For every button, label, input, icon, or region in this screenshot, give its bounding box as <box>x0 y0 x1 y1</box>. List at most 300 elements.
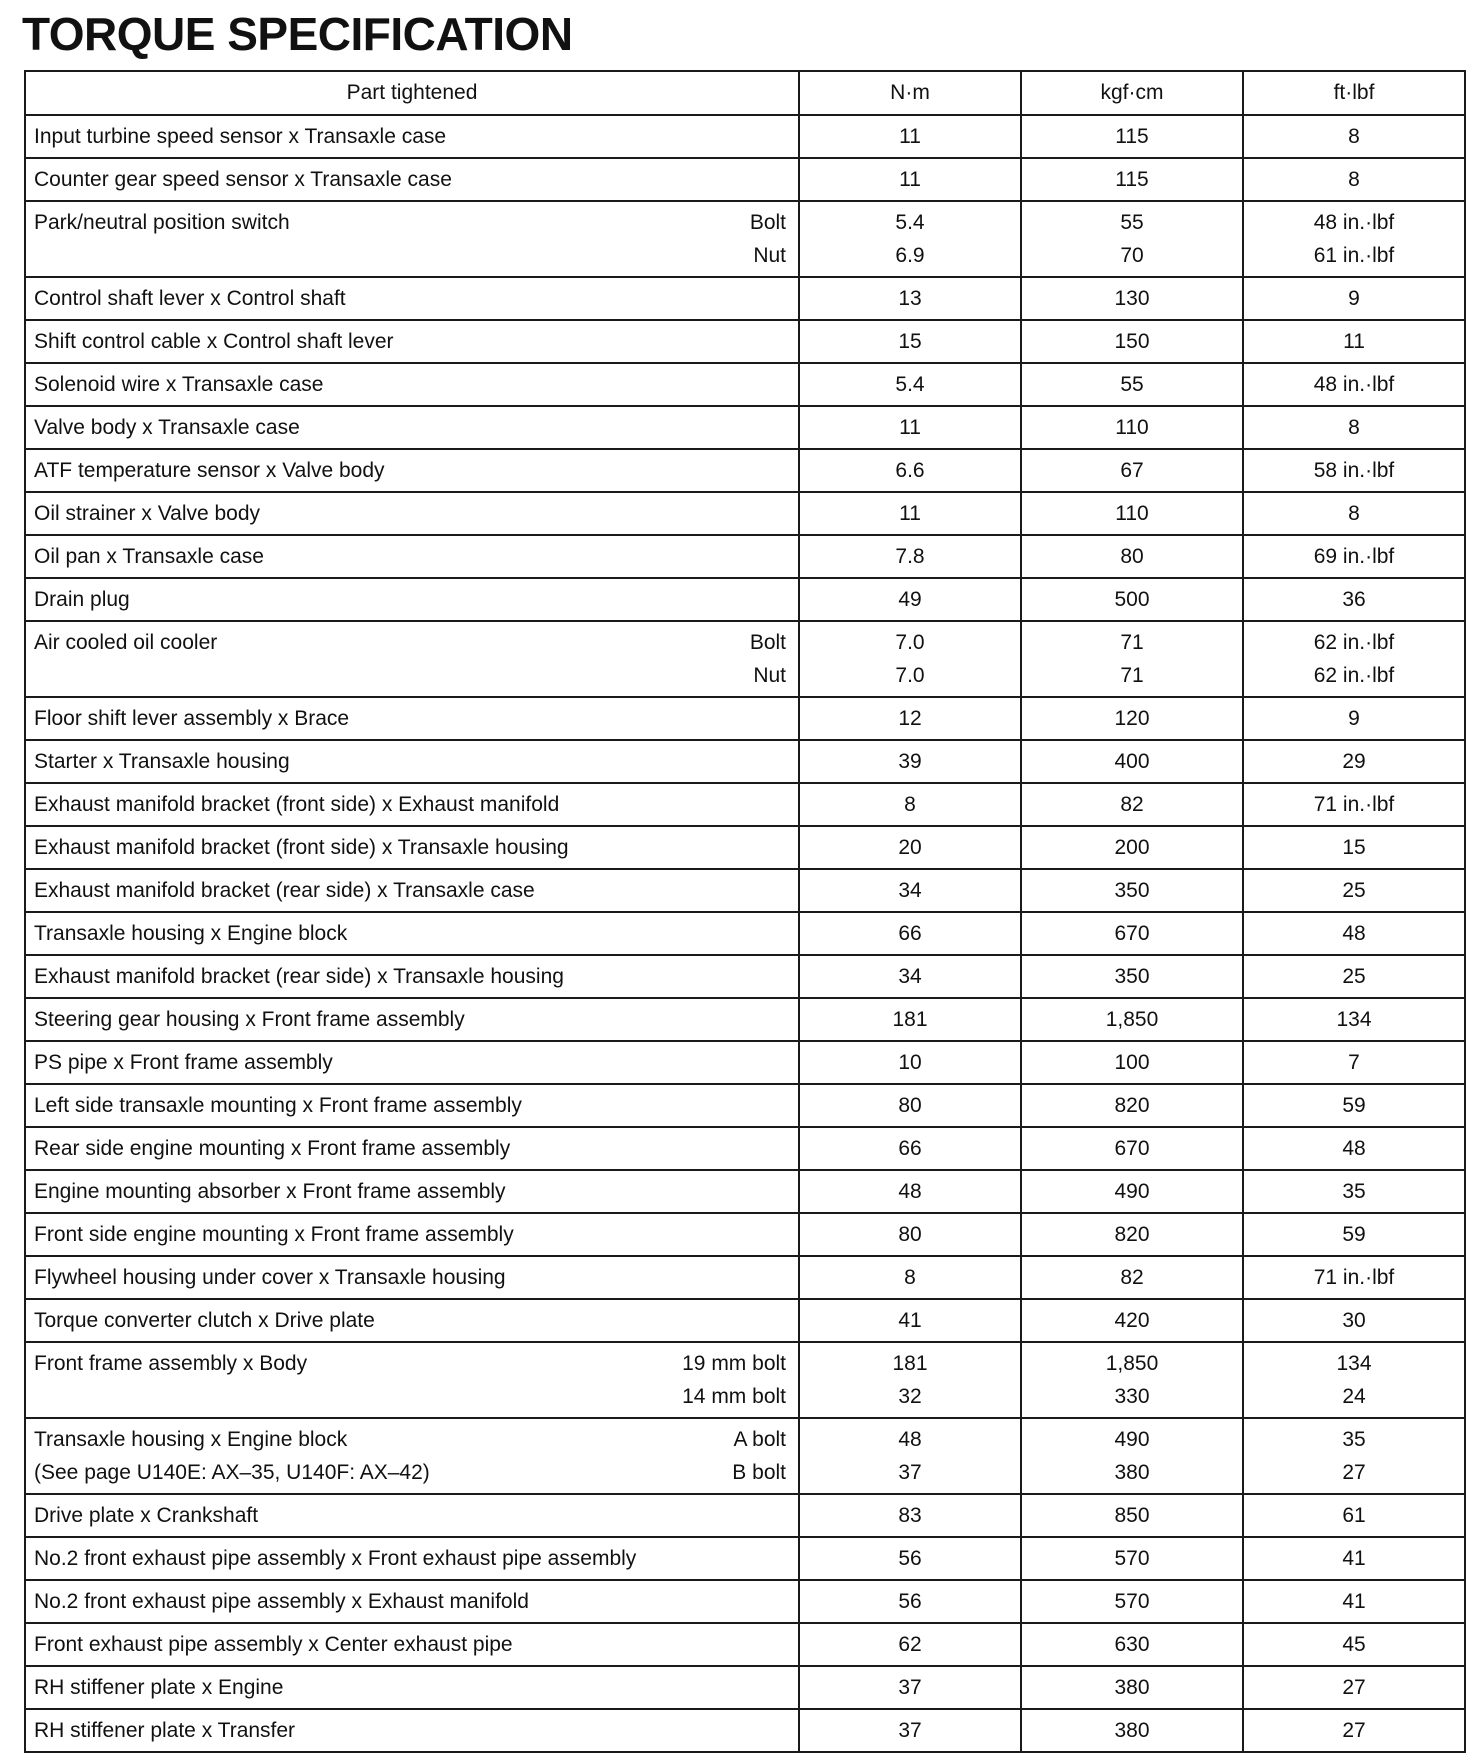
part-cell <box>25 1623 799 1666</box>
nm-cell <box>799 826 1021 869</box>
nm-value: 20 <box>898 836 922 859</box>
part-name: Drain plug <box>34 588 130 611</box>
kgfcm-value: 350 <box>1114 965 1150 988</box>
nm-cell <box>799 1041 1021 1084</box>
ftlbf-value: 35 <box>1342 1180 1366 1203</box>
kgfcm-value: 71 <box>1120 664 1144 687</box>
ftlbf-cell <box>1243 1170 1465 1213</box>
part-cell <box>25 1580 799 1623</box>
nm-cell <box>799 1623 1021 1666</box>
kgfcm-cell <box>1021 201 1243 277</box>
fastener-label: Nut <box>753 244 786 267</box>
fastener-label: 19 mm bolt <box>682 1352 786 1375</box>
part-name: RH stiffener plate x Engine <box>34 1676 284 1699</box>
kgfcm-value: 380 <box>1114 1719 1150 1742</box>
ftlbf-value: 58 in.·lbf <box>1313 459 1395 482</box>
nm-cell <box>799 697 1021 740</box>
kgfcm-value: 110 <box>1115 416 1149 439</box>
part-line <box>26 206 798 239</box>
ftlbf-cell <box>1243 998 1465 1041</box>
header-nm: N·m <box>799 71 1021 115</box>
part-line <box>26 368 798 401</box>
kgfcm-value: 630 <box>1114 1633 1150 1656</box>
ftlbf-value: 45 <box>1342 1633 1366 1656</box>
part-line <box>26 1175 798 1208</box>
ftlbf-value: 61 <box>1342 1504 1366 1527</box>
nm-cell <box>799 406 1021 449</box>
part-cell <box>25 320 799 363</box>
part-name: Valve body x Transaxle case <box>34 416 300 439</box>
kgfcm-cell <box>1021 115 1243 158</box>
kgfcm-cell <box>1021 320 1243 363</box>
nm-value: 11 <box>899 416 921 439</box>
kgfcm-cell <box>1021 1709 1243 1752</box>
nm-value: 37 <box>898 1719 922 1742</box>
table-row <box>25 320 1465 363</box>
part-name: Engine mounting absorber x Front frame assembly <box>34 1180 506 1203</box>
nm-cell <box>799 1256 1021 1299</box>
nm-value: 7.8 <box>895 545 925 568</box>
ftlbf-value: 25 <box>1342 965 1366 988</box>
table-row <box>25 1418 1465 1494</box>
table-row <box>25 1666 1465 1709</box>
ftlbf-value: 59 <box>1342 1223 1366 1246</box>
table-row <box>25 201 1465 277</box>
nm-cell <box>799 1213 1021 1256</box>
kgfcm-cell <box>1021 998 1243 1041</box>
nm-value: 34 <box>898 965 922 988</box>
kgfcm-cell <box>1021 621 1243 697</box>
nm-value: 41 <box>898 1309 922 1332</box>
table-row <box>25 869 1465 912</box>
nm-cell <box>799 449 1021 492</box>
ftlbf-cell <box>1243 869 1465 912</box>
nm-cell <box>799 201 1021 277</box>
part-name: Front frame assembly x Body <box>34 1352 308 1375</box>
ftlbf-value: 41 <box>1342 1590 1366 1613</box>
kgfcm-value: 150 <box>1114 330 1150 353</box>
nm-value: 11 <box>899 168 921 191</box>
ftlbf-cell <box>1243 1666 1465 1709</box>
part-line <box>26 1380 798 1413</box>
part-line <box>26 1628 798 1661</box>
nm-cell <box>799 998 1021 1041</box>
table-row <box>25 1537 1465 1580</box>
ftlbf-value: 35 <box>1342 1428 1366 1451</box>
part-line <box>26 1261 798 1294</box>
part-name: ATF temperature sensor x Valve body <box>34 459 385 482</box>
table-row <box>25 1084 1465 1127</box>
part-cell <box>25 201 799 277</box>
nm-cell <box>799 1170 1021 1213</box>
table-row <box>25 277 1465 320</box>
part-cell <box>25 1041 799 1084</box>
part-line <box>26 1046 798 1079</box>
header-part-tightened: Part tightened <box>25 71 799 115</box>
part-name: Steering gear housing x Front frame assembly <box>34 1008 465 1031</box>
part-name: Left side transaxle mounting x Front frame assembly <box>34 1094 522 1117</box>
ftlbf-cell <box>1243 406 1465 449</box>
table-row <box>25 621 1465 697</box>
nm-cell <box>799 578 1021 621</box>
nm-cell <box>799 1494 1021 1537</box>
ftlbf-cell <box>1243 578 1465 621</box>
part-line <box>26 1132 798 1165</box>
fastener-label: Bolt <box>749 211 786 234</box>
part-line <box>26 583 798 616</box>
part-name: Exhaust manifold bracket (front side) x Exhaust manifold <box>34 793 560 816</box>
ftlbf-value: 61 in.·lbf <box>1313 244 1395 267</box>
kgfcm-value: 850 <box>1114 1504 1150 1527</box>
kgfcm-value: 82 <box>1120 793 1144 816</box>
part-line <box>26 1499 798 1532</box>
ftlbf-cell <box>1243 1213 1465 1256</box>
part-line <box>26 788 798 821</box>
ftlbf-value: 8 <box>1348 168 1360 191</box>
part-line <box>26 960 798 993</box>
header-ftlbf: ft·lbf <box>1243 71 1465 115</box>
part-cell <box>25 363 799 406</box>
table-header-row <box>25 71 1465 115</box>
kgfcm-value: 500 <box>1114 588 1150 611</box>
part-name: Rear side engine mounting x Front frame assembly <box>34 1137 511 1160</box>
part-cell <box>25 1299 799 1342</box>
kgfcm-cell <box>1021 1623 1243 1666</box>
kgfcm-cell <box>1021 535 1243 578</box>
table-row <box>25 1623 1465 1666</box>
part-cell <box>25 998 799 1041</box>
nm-cell <box>799 955 1021 998</box>
table-row <box>25 955 1465 998</box>
part-line <box>26 874 798 907</box>
nm-value: 6.6 <box>895 459 925 482</box>
part-line <box>26 702 798 735</box>
ftlbf-value: 29 <box>1342 750 1366 773</box>
part-line <box>26 1304 798 1337</box>
nm-cell <box>799 1084 1021 1127</box>
kgfcm-value: 570 <box>1114 1590 1150 1613</box>
nm-value: 7.0 <box>895 631 925 654</box>
fastener-label: B bolt <box>732 1461 786 1484</box>
nm-value: 62 <box>898 1633 922 1656</box>
ftlbf-cell <box>1243 621 1465 697</box>
ftlbf-cell <box>1243 1418 1465 1494</box>
kgfcm-value: 115 <box>1115 125 1149 148</box>
table-row <box>25 697 1465 740</box>
ftlbf-cell <box>1243 1709 1465 1752</box>
kgfcm-cell <box>1021 1127 1243 1170</box>
ftlbf-cell <box>1243 1342 1465 1418</box>
table-row <box>25 826 1465 869</box>
ftlbf-value: 48 <box>1342 1137 1366 1160</box>
nm-cell <box>799 363 1021 406</box>
nm-cell <box>799 535 1021 578</box>
header-kgfcm: kgf·cm <box>1021 71 1243 115</box>
kgfcm-cell <box>1021 1580 1243 1623</box>
ftlbf-value: 9 <box>1348 287 1360 310</box>
nm-cell <box>799 1666 1021 1709</box>
part-line <box>26 1585 798 1618</box>
kgfcm-cell <box>1021 1342 1243 1418</box>
fastener-label: A bolt <box>733 1428 786 1451</box>
table-body <box>25 115 1465 1752</box>
nm-cell <box>799 320 1021 363</box>
kgfcm-value: 67 <box>1120 459 1144 482</box>
ftlbf-value: 9 <box>1348 707 1360 730</box>
part-line <box>26 659 798 692</box>
kgfcm-value: 130 <box>1114 287 1150 310</box>
ftlbf-value: 7 <box>1348 1051 1360 1074</box>
table-row <box>25 740 1465 783</box>
nm-cell <box>799 492 1021 535</box>
part-line <box>26 454 798 487</box>
nm-cell <box>799 869 1021 912</box>
nm-value: 80 <box>898 1094 922 1117</box>
part-name: No.2 front exhaust pipe assembly x Front exhaust pipe assembly <box>34 1547 637 1570</box>
ftlbf-cell <box>1243 449 1465 492</box>
nm-value: 5.4 <box>895 211 925 234</box>
table-row <box>25 363 1465 406</box>
nm-value: 181 <box>892 1352 928 1375</box>
part-cell <box>25 1342 799 1418</box>
nm-value: 56 <box>898 1547 922 1570</box>
kgfcm-cell <box>1021 578 1243 621</box>
ftlbf-value: 8 <box>1348 502 1360 525</box>
nm-value: 5.4 <box>895 373 925 396</box>
kgfcm-cell <box>1021 1537 1243 1580</box>
ftlbf-value: 48 <box>1342 922 1366 945</box>
part-name: Air cooled oil cooler <box>34 631 218 654</box>
part-line <box>26 1456 798 1489</box>
kgfcm-cell <box>1021 869 1243 912</box>
nm-value: 8 <box>904 1266 916 1289</box>
part-name: Oil strainer x Valve body <box>34 502 261 525</box>
nm-value: 7.0 <box>895 664 925 687</box>
kgfcm-value: 670 <box>1114 1137 1150 1160</box>
ftlbf-value: 11 <box>1343 330 1365 353</box>
kgfcm-value: 200 <box>1114 836 1150 859</box>
ftlbf-cell <box>1243 535 1465 578</box>
kgfcm-value: 71 <box>1120 631 1144 654</box>
part-line <box>26 1089 798 1122</box>
part-cell <box>25 1256 799 1299</box>
part-name: Transaxle housing x Engine block <box>34 922 348 945</box>
kgfcm-value: 80 <box>1120 545 1144 568</box>
nm-cell <box>799 1342 1021 1418</box>
table-row <box>25 1041 1465 1084</box>
part-cell <box>25 1127 799 1170</box>
nm-cell <box>799 621 1021 697</box>
ftlbf-cell <box>1243 1623 1465 1666</box>
nm-value: 48 <box>898 1180 922 1203</box>
ftlbf-cell <box>1243 1256 1465 1299</box>
nm-cell <box>799 158 1021 201</box>
kgfcm-cell <box>1021 277 1243 320</box>
table-row <box>25 1256 1465 1299</box>
nm-value: 49 <box>898 588 922 611</box>
part-name: Park/neutral position switch <box>34 211 290 234</box>
ftlbf-cell <box>1243 363 1465 406</box>
part-name: RH stiffener plate x Transfer <box>34 1719 296 1742</box>
kgfcm-cell <box>1021 158 1243 201</box>
fastener-label: 14 mm bolt <box>682 1385 786 1408</box>
part-line <box>26 1542 798 1575</box>
part-cell <box>25 783 799 826</box>
ftlbf-value: 59 <box>1342 1094 1366 1117</box>
nm-cell <box>799 1418 1021 1494</box>
ftlbf-cell <box>1243 740 1465 783</box>
part-cell <box>25 115 799 158</box>
kgfcm-cell <box>1021 912 1243 955</box>
kgfcm-cell <box>1021 955 1243 998</box>
table-row <box>25 998 1465 1041</box>
ftlbf-cell <box>1243 1537 1465 1580</box>
kgfcm-value: 70 <box>1120 244 1144 267</box>
part-name: Front side engine mounting x Front frame assembly <box>34 1223 514 1246</box>
table-row <box>25 115 1465 158</box>
nm-value: 181 <box>892 1008 928 1031</box>
nm-cell <box>799 912 1021 955</box>
ftlbf-value: 15 <box>1342 836 1366 859</box>
ftlbf-cell <box>1243 1299 1465 1342</box>
nm-value: 39 <box>898 750 922 773</box>
kgfcm-cell <box>1021 1666 1243 1709</box>
nm-value: 37 <box>898 1461 922 1484</box>
part-name: Front exhaust pipe assembly x Center exhaust pipe <box>34 1633 513 1656</box>
part-line <box>26 120 798 153</box>
ftlbf-cell <box>1243 912 1465 955</box>
part-cell <box>25 1537 799 1580</box>
part-cell <box>25 492 799 535</box>
ftlbf-value: 62 in.·lbf <box>1313 664 1395 687</box>
kgfcm-cell <box>1021 697 1243 740</box>
nm-value: 8 <box>904 793 916 816</box>
part-cell <box>25 1494 799 1537</box>
part-cell <box>25 1084 799 1127</box>
part-cell <box>25 697 799 740</box>
ftlbf-value: 69 in.·lbf <box>1313 545 1395 568</box>
table-row <box>25 1709 1465 1752</box>
kgfcm-cell <box>1021 783 1243 826</box>
kgfcm-value: 55 <box>1120 211 1144 234</box>
part-line <box>26 497 798 530</box>
kgfcm-value: 100 <box>1114 1051 1150 1074</box>
table-row <box>25 1127 1465 1170</box>
page-title: TORQUE SPECIFICATION <box>22 8 573 60</box>
ftlbf-value: 71 in.·lbf <box>1313 793 1395 816</box>
kgfcm-value: 400 <box>1114 750 1150 773</box>
kgfcm-value: 1,850 <box>1105 1008 1159 1031</box>
kgfcm-cell <box>1021 1494 1243 1537</box>
part-name: Exhaust manifold bracket (rear side) x Transaxle housing <box>34 965 564 988</box>
nm-value: 13 <box>898 287 922 310</box>
nm-value: 12 <box>898 707 922 730</box>
ftlbf-cell <box>1243 1494 1465 1537</box>
part-name: Drive plate x Crankshaft <box>34 1504 259 1527</box>
torque-spec-table <box>24 70 1466 1753</box>
part-line <box>26 1003 798 1036</box>
part-name: Floor shift lever assembly x Brace <box>34 707 350 730</box>
nm-value: 6.9 <box>895 244 925 267</box>
ftlbf-cell <box>1243 158 1465 201</box>
nm-cell <box>799 783 1021 826</box>
ftlbf-cell <box>1243 955 1465 998</box>
kgfcm-cell <box>1021 449 1243 492</box>
kgfcm-value: 110 <box>1115 502 1149 525</box>
nm-cell <box>799 1127 1021 1170</box>
kgfcm-cell <box>1021 1084 1243 1127</box>
part-cell <box>25 449 799 492</box>
ftlbf-value: 134 <box>1336 1008 1372 1031</box>
part-line <box>26 1347 798 1380</box>
part-line <box>26 626 798 659</box>
kgfcm-cell <box>1021 826 1243 869</box>
ftlbf-cell <box>1243 492 1465 535</box>
part-line <box>26 1671 798 1704</box>
ftlbf-value: 134 <box>1336 1352 1372 1375</box>
kgfcm-cell <box>1021 363 1243 406</box>
part-line <box>26 239 798 272</box>
ftlbf-cell <box>1243 201 1465 277</box>
kgfcm-value: 350 <box>1114 879 1150 902</box>
part-line <box>26 1714 798 1747</box>
nm-value: 56 <box>898 1590 922 1613</box>
part-cell <box>25 406 799 449</box>
part-cell <box>25 1213 799 1256</box>
part-name: Solenoid wire x Transaxle case <box>34 373 324 396</box>
part-name: Exhaust manifold bracket (rear side) x Transaxle case <box>34 879 535 902</box>
table-row <box>25 158 1465 201</box>
part-line <box>26 1423 798 1456</box>
kgfcm-value: 420 <box>1114 1309 1150 1332</box>
table-row <box>25 1299 1465 1342</box>
nm-cell <box>799 277 1021 320</box>
nm-cell <box>799 740 1021 783</box>
part-name: Exhaust manifold bracket (front side) x Transaxle housing <box>34 836 569 859</box>
kgfcm-value: 570 <box>1114 1547 1150 1570</box>
table-row <box>25 1170 1465 1213</box>
part-line <box>26 540 798 573</box>
part-cell <box>25 621 799 697</box>
part-name: Torque converter clutch x Drive plate <box>34 1309 375 1332</box>
kgfcm-value: 490 <box>1114 1180 1150 1203</box>
table-row <box>25 578 1465 621</box>
nm-value: 11 <box>899 502 921 525</box>
table-row <box>25 535 1465 578</box>
part-cell <box>25 277 799 320</box>
nm-cell <box>799 115 1021 158</box>
nm-value: 48 <box>898 1428 922 1451</box>
table-row <box>25 1213 1465 1256</box>
ftlbf-cell <box>1243 1127 1465 1170</box>
ftlbf-cell <box>1243 783 1465 826</box>
part-cell <box>25 740 799 783</box>
kgfcm-cell <box>1021 406 1243 449</box>
ftlbf-cell <box>1243 1084 1465 1127</box>
part-cell <box>25 1418 799 1494</box>
table-row <box>25 1580 1465 1623</box>
part-name: Input turbine speed sensor x Transaxle case <box>34 125 447 148</box>
ftlbf-value: 41 <box>1342 1547 1366 1570</box>
part-line <box>26 1218 798 1251</box>
part-name: Counter gear speed sensor x Transaxle case <box>34 168 452 191</box>
ftlbf-value: 71 in.·lbf <box>1313 1266 1395 1289</box>
part-cell <box>25 1170 799 1213</box>
ftlbf-value: 27 <box>1342 1676 1366 1699</box>
ftlbf-cell <box>1243 320 1465 363</box>
ftlbf-value: 8 <box>1348 416 1360 439</box>
part-cell <box>25 869 799 912</box>
